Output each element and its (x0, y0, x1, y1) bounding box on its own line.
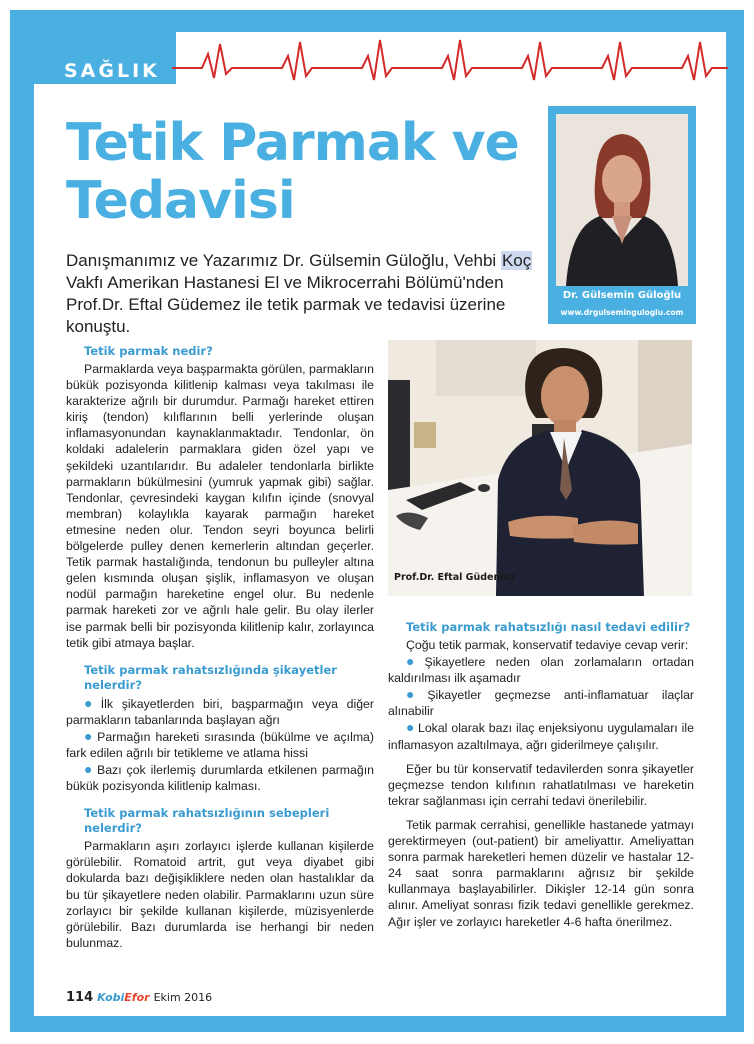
author-photo (556, 114, 688, 286)
section-heading: Tetik parmak rahatsızlığının sebepleri nelerdir? (84, 806, 330, 836)
article-intro (66, 250, 536, 338)
bullet-dot-icon: ● (84, 694, 98, 711)
heartbeat-line-icon (172, 34, 728, 88)
author-website: www.drgulseminguloglu.com (560, 308, 684, 317)
bullet-item: ● Parmağın hareketi sırasında (bükülme ve açılma) fark edilen ağrılı bir tetikleme ve atlama hissi (66, 727, 374, 760)
paragraph: Tetik parmak cerrahisi, genellikle hastanede yatmayı gerektirmeyen (out-patient) bir ameliyattır. Ameliyattan sonra parmak hareketleri hemen düzelir ve hastalar 12-24 saat sonra parmaklarını ağrısız bir şekilde kullanmaya başlayabilirler. Dikişler 12-14 gün sonra alınır. Ameliyat sonrası fizik tedavi genellikle gerekmez. Ağır işler ve zorlayıcı hareketler 4-6 hafta önerilmez. (388, 817, 694, 929)
photo-caption: Prof.Dr. Eftal Güdemez (394, 572, 516, 583)
page-number: 114 (66, 990, 94, 1005)
doctor-photo (388, 340, 692, 596)
issue-date: Ekim 2016 (153, 991, 213, 1004)
bullet-item: ● Şikayetler geçmezse anti-inflamatuar ilaçlar alınabilir (388, 686, 694, 719)
author-name: Dr. Gülsemin Güloğlu (562, 290, 682, 301)
intro-text-end: Vakfı Amerikan Hastanesi El ve Mikrocerrahi Bölümü'nden Prof.Dr. Eftal Güdemez ile tetik parmak ve tedavisi üzerine konuştu. (66, 273, 506, 336)
magazine-logo: KobiEfor (97, 991, 150, 1004)
page-footer (66, 990, 212, 1005)
bullet-dot-icon: ● (406, 653, 422, 670)
author-portrait-icon (556, 114, 688, 286)
bullet-dot-icon: ● (406, 686, 425, 703)
doctor-office-image (388, 340, 692, 596)
section-heading: Tetik parmak nedir? (84, 344, 213, 358)
title-line-1: Tetik Parmak ve (66, 113, 519, 173)
section-label: SAĞLIK (64, 60, 160, 82)
bullet-item: ● Şikayetlere neden olan zorlamaların ortadan kaldırılması ilk aşamadır (388, 653, 694, 686)
section-heading: Tetik parmak rahatsızlığında şikayetler nelerdir? (84, 662, 337, 692)
bullet-item: ● Lokal olarak bazı ilaç enjeksiyonu uygulamaları ile inflamasyon azaltılmaya, ağrı giderilmeye çalışılır. (388, 719, 694, 752)
bullet-item: ● İlk şikayetlerden biri, başparmağın veya diğer parmakların tabanlarında başlayan ağrı (66, 694, 374, 727)
section-heading: Tetik parmak rahatsızlığı nasıl tedavi edilir? (406, 620, 691, 634)
intro-highlight: Koç (501, 251, 532, 270)
paragraph: Parmaklarda veya başparmakta görülen, parmakların bükük pozisyonda kilitlenip kalması veya takılması ile karakterize ağrılı bir durumdur. Parmağı hareket ettiren kiriş (tendon) kılıflarının belli yerlerinde oluşan inflamasyonundan kaynaklanmaktadır. Tendonlar, ön koldaki adalelerin parmaklara giden özel yapı ve şekildeki uzantılarıdır. Bu adaleler tendonlarla birlikte parmakların bükülmesini (yumruk yapmak gibi) sağlar. Tendonlar, çevresindeki kaygan kılıfın içinde (snovyal membran) kolaylıkla kayarak parmağın hareket etmesine neden olur. Tendon seyri boyunca belirli bölgelerde pulley denen kemerlerin altından geçerler. Tetik parmak hastalığında, tendonun bu pulleyler altına gelen kısmında oluşan şişlik, inflamasyon ve oluşan nodül parmağın hareketine engel olur. Bu nedenle parmak hareketi zor ve ağrılı hale gelir. Bu olay ilerler ise parmak belli bir pozisyonda kilitlenip kalır, zorlayınca tetik gibi atmaya başlar. (66, 362, 374, 650)
left-column (66, 344, 374, 951)
bullet-dot-icon: ● (84, 727, 95, 744)
paragraph: Çoğu tetik parmak, konservatif tedaviye cevap verir: (406, 638, 689, 652)
title-line-2: Tedavisi (66, 171, 295, 231)
bullet-dot-icon: ● (84, 761, 94, 778)
bullet-item: ● Bazı çok ilerlemiş durumlarda etkilenen parmağın bükük pozisyonda kilitlenip kalması. (66, 761, 374, 794)
bullet-dot-icon: ● (406, 719, 415, 736)
intro-text: Danışmanımız ve Yazarımız Dr. Gülsemin Güloğlu, Vehbi (66, 251, 501, 270)
paragraph: Parmakların aşırı zorlayıcı işlerde kullanan kişilerde görülebilir. Romatoid artrit, gut veya diyabet gibi dokularda bazı değişikliklere neden olan hastalıklar da bu tür şikayetlere neden olabilir. Parmaklarını uzun süre zorlayıcı bir şekilde kullanan kişilerde, müzisyenlerde görülebilir. Bazı durumlarda ise herhangi bir neden bulunmaz. (66, 839, 374, 950)
paragraph: Eğer bu tür konservatif tedavilerden sonra şikayetler geçmezse tendon kılıfının rahatlatılması ve hareketin tekrar sağlanması için cerrahi tedavi önerilebilir. (388, 761, 694, 808)
right-column (388, 620, 694, 930)
article-title (66, 114, 536, 230)
